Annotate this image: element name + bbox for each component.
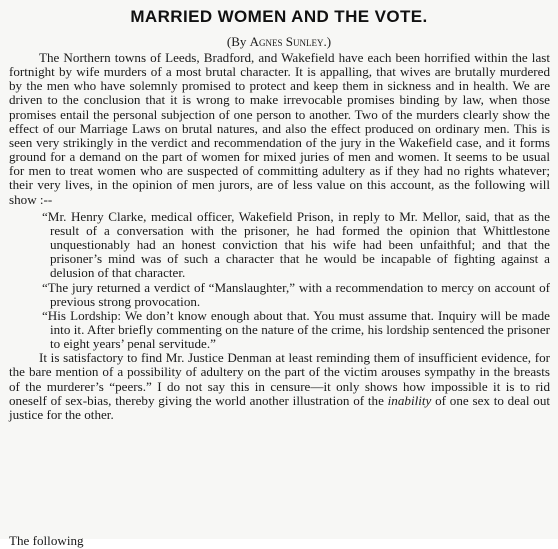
paragraph-intro: The Northern towns of Leeds, Bradford, and Wakefield have each been horrified within the last fortnight by wife murders of a most brutal character. It is appalling, that wives are brutally murdered by the men who have solemnly promised to protect and keep them in sickness and in health. We are driven to the conclusion that it is wrong to make irrevocable promises binding by law, when those promises entail the personal subjection of one person to another. Two of the murders clearly show the effect of our Marriage Laws on brutal natures, and also the effect produced on ordinary men. This is seen very strikingly in the verdict and recommendation of the jury in the Wakefield case, and it forms ground for a demand on the part of women for mixed juries of men and women. It seems to be usual for men to treat women who are suspected of committing adultery as if they had no rights whatever; their very lives, in the opinion of men jurors, are of less value on this account, as the following will show :--	[9, 50, 550, 207]
quote-medical-officer: “Mr. Henry Clarke, medical officer, Wakefield Prison, in reply to Mr. Mellor, said, that as the result of a conversation with the prisoner, he had formed the opinion that Whittlestone unquestionably had an honest conviction that his wife had been unfaithful; and that the prisoner’s mind was of such a character that he would be incapable of fighting against a delusion of that character.	[42, 208, 550, 281]
quote-jury-verdict: “The jury returned a verdict of “Manslaughter,” with a recommendation to mercy on account of previous strong provocation.	[42, 279, 550, 309]
quote-lordship: “His Lordship: We don’t know enough about that. You must assume that. Inquiry will be made into it. After briefly commenting on the nature of the crime, his lordship sentenced the prisoner to eight years’ penal servitude.”	[42, 307, 550, 352]
byline-close: .)	[323, 34, 332, 49]
paragraph-denman-text: It is satisfactory to find Mr. Justice Denman at least reminding them of insufficient evidence, for the bare mention of a possibility of adultery on the part of the victim arouses sympathy in the breasts of the murderer’s “peers.” I do not say this in censure—it only shows how impossible it is to rid oneself of sex-bias, thereby giving the world another illustration of the	[9, 350, 550, 408]
byline-author: Agnes Sunley	[249, 34, 324, 49]
paragraph-denman-end: of one sex to deal out justice for the other.	[9, 392, 551, 422]
paragraph-denman	[9, 351, 550, 422]
emphasis-inability: inability	[387, 392, 432, 408]
article-title: MARRIED WOMEN AND THE VOTE.	[130, 7, 428, 26]
byline-open: (By	[226, 34, 250, 49]
article-byline	[0, 34, 558, 50]
cut-off-line: The following	[9, 533, 84, 548]
article-body	[9, 51, 550, 422]
